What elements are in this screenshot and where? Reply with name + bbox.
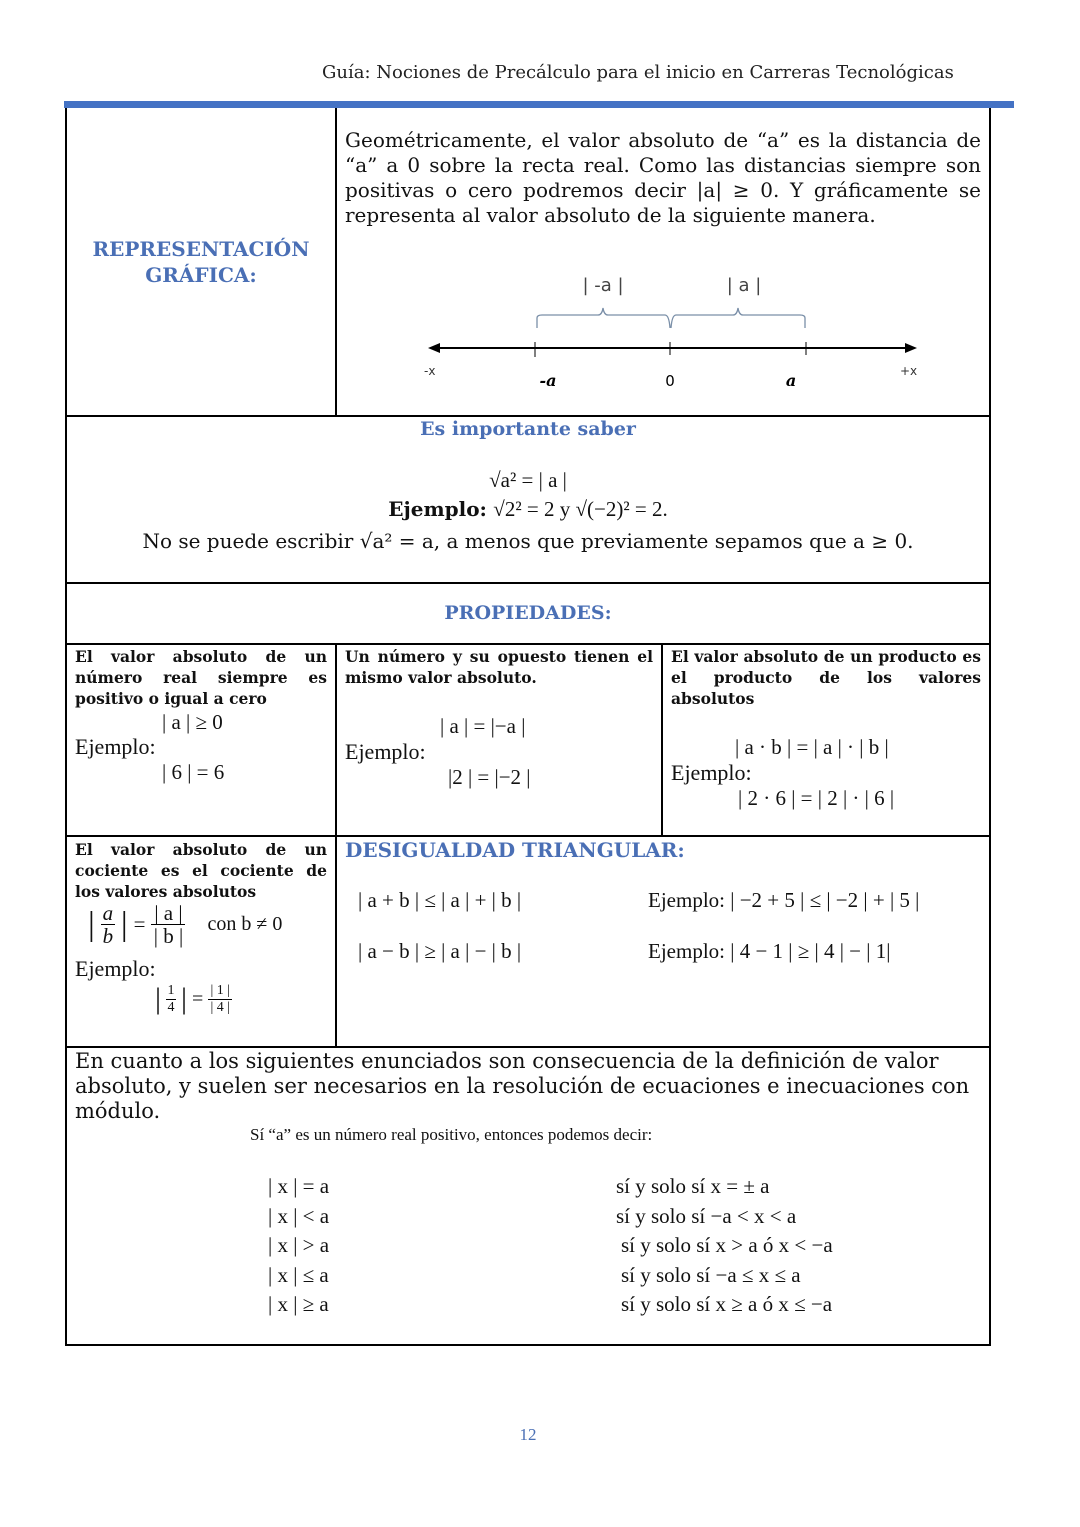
desigualdad-f2: | a − b | ≥ | a | − | b |	[358, 939, 522, 963]
importante-formula: √a² = | a |	[489, 468, 567, 492]
a-label: a	[785, 371, 797, 390]
consecuencias-intro: En cuanto a los siguientes enunciados son consecuencia de la definición de valor absoluto, y suelen ser necesarios en la resolución de ecuaciones e inecuaciones con módulo.	[75, 1049, 970, 1123]
propiedades-title: PROPIEDADES:	[444, 602, 612, 624]
consecuencias-right: sí y solo sí x = ± a sí y solo sí −a < x < a sí y solo sí x > a ó x < −a sí y solo sí −a ≤ x ≤ a sí y solo sí x ≥ a ó x ≤ −a	[616, 1174, 833, 1316]
page-number: 12	[519, 1425, 537, 1444]
prop1-formula: | a | ≥ 0	[162, 710, 223, 734]
ejemplo-label: Ejemplo:	[388, 497, 487, 521]
header-title: Guía: Nociones de Precálculo para el inicio en Carreras Tecnológicas	[322, 62, 954, 83]
prop3-text: El valor absoluto de un producto es el producto de los valores absolutos	[671, 647, 981, 708]
desigualdad-title: DESIGUALDAD TRIANGULAR:	[345, 838, 685, 862]
brace-label-pos: | a |	[726, 275, 762, 296]
prop1-ejemplo-label: Ejemplo:	[75, 734, 156, 759]
importante-title: Es importante saber	[420, 418, 636, 440]
representacion-text: Geométricamente, el valor absoluto de “a” es la distancia de “a” a 0 sobre la recta real. Como las distancias siempre son positivas o cero podremos decir |a| ≥ 0. Y gráficamente se representa al valor absoluto de la siguiente manera.	[345, 128, 981, 227]
neg-x-label: -x	[424, 364, 436, 378]
prop3-formula: | a · b | = | a | · | b |	[735, 735, 889, 759]
prop3-ejemplo-label: Ejemplo:	[671, 760, 752, 785]
prop1-ejemplo: | 6 | = 6	[162, 760, 225, 784]
neg-a-label: -a	[539, 371, 557, 390]
number-line-figure	[340, 260, 980, 400]
header-rule	[64, 101, 1014, 108]
desigualdad-f1: | a + b | ≤ | a | + | b |	[358, 888, 522, 912]
prop1-text: El valor absoluto de un número real siempre es positivo o igual a cero	[75, 647, 327, 708]
brace-label-neg: | -a |	[582, 275, 624, 296]
prop3-ejemplo: | 2 · 6 | = | 2 | · | 6 |	[738, 786, 895, 810]
prop4-formula: | a b | = | a | | b | con b ≠ 0	[88, 901, 283, 948]
prop4-text: El valor absoluto de un cociente es el cociente de los valores absolutos	[75, 840, 327, 901]
prop4-ejemplo: | 1 4 | = | 1 | | 4 |	[155, 982, 232, 1016]
prop2-ejemplo: |2 | = |−2 |	[448, 765, 531, 789]
prop2-formula: | a | = |−a |	[440, 714, 526, 738]
importante-nota: No se puede escribir √a² = a, a menos que previamente sepamos que a ≥ 0.	[142, 529, 914, 553]
representacion-label: REPRESENTACIÓN GRÁFICA:	[92, 237, 310, 287]
pos-x-label: +x	[900, 364, 918, 378]
prop2-ejemplo-label: Ejemplo:	[345, 739, 426, 764]
prop2-text: Un número y su opuesto tienen el mismo valor absoluto.	[345, 647, 653, 687]
ejemplo-formula: √2² = 2 y √(−2)² = 2.	[493, 497, 668, 521]
desigualdad-e2: Ejemplo: | 4 − 1 | ≥ | 4 | − | 1|	[648, 939, 891, 963]
consecuencias-left: | x | = a | x | < a | x | > a | x | ≤ a | x | ≥ a	[268, 1174, 330, 1316]
desigualdad-e1: Ejemplo: | −2 + 5 | ≤ | −2 | + | 5 |	[648, 888, 920, 912]
zero-label: 0	[665, 372, 675, 390]
prop4-ejemplo-label: Ejemplo:	[75, 956, 156, 981]
consecuencias-sub: Sí “a” es un número real positivo, entonces podemos decir:	[250, 1125, 653, 1144]
